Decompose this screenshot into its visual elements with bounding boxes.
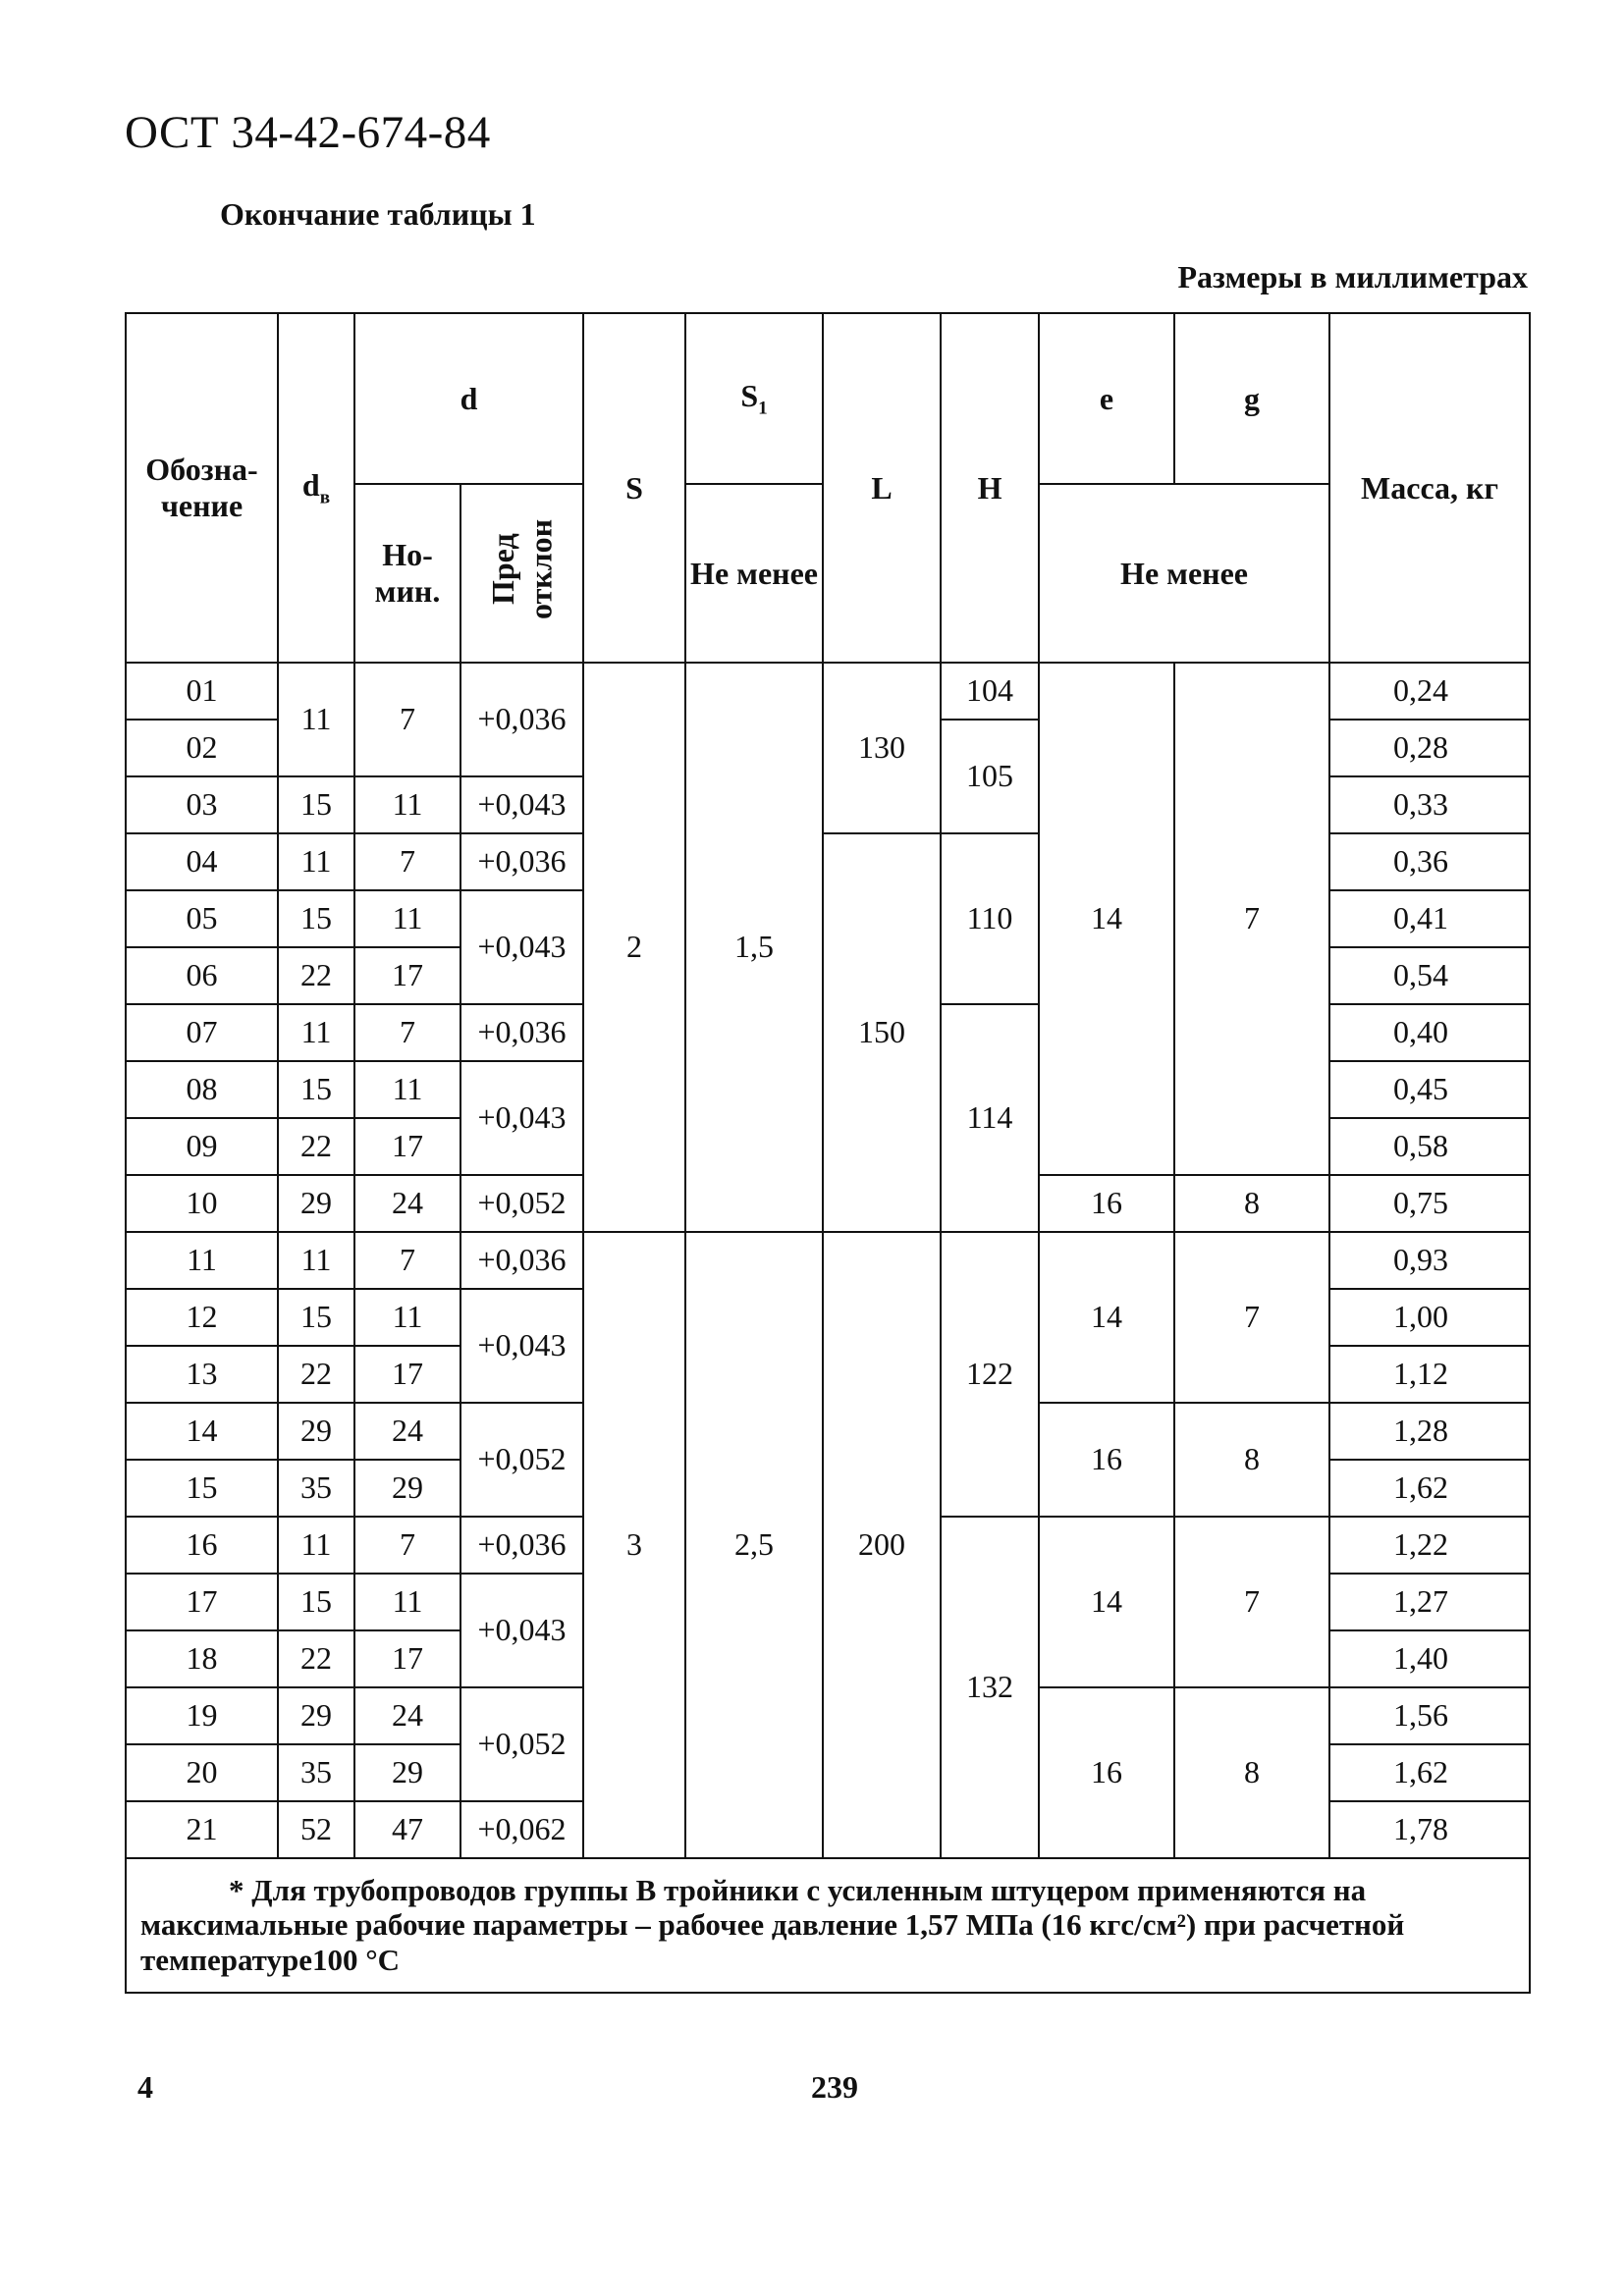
cell-h: 104 — [941, 663, 1039, 720]
cell-deviation: +0,043 — [460, 1289, 583, 1403]
cell-mass: 1,27 — [1329, 1574, 1530, 1630]
cell-dv: 11 — [278, 1004, 354, 1061]
cell-h: 132 — [941, 1517, 1039, 1858]
cell-nominal: 17 — [354, 1630, 460, 1687]
document-code: ОСТ 34-42-674-84 — [125, 107, 491, 158]
cell-dv: 11 — [278, 1517, 354, 1574]
header-designation: Обозна-чение — [126, 313, 278, 663]
cell-l: 130 — [823, 663, 941, 833]
cell-dv: 35 — [278, 1460, 354, 1517]
header-e: e — [1039, 313, 1174, 484]
page-number: 239 — [811, 2069, 858, 2105]
cell-mass: 1,56 — [1329, 1687, 1530, 1744]
cell-h: 114 — [941, 1004, 1039, 1232]
table-row — [126, 1232, 1530, 1289]
cell-nominal: 7 — [354, 833, 460, 890]
cell-code: 15 — [126, 1460, 278, 1517]
cell-nominal: 7 — [354, 1232, 460, 1289]
cell-code: 10 — [126, 1175, 278, 1232]
cell-mass: 0,58 — [1329, 1118, 1530, 1175]
cell-mass: 1,40 — [1329, 1630, 1530, 1687]
cell-dv: 15 — [278, 1289, 354, 1346]
cell-h: 122 — [941, 1232, 1039, 1517]
cell-dv: 15 — [278, 890, 354, 947]
header-s1-min: Не менее — [685, 484, 823, 663]
cell-mass: 0,54 — [1329, 947, 1530, 1004]
cell-dv: 15 — [278, 776, 354, 833]
cell-deviation: +0,043 — [460, 776, 583, 833]
cell-code: 03 — [126, 776, 278, 833]
header-d: d — [354, 313, 583, 484]
header-l: L — [823, 313, 941, 663]
cell-dv: 52 — [278, 1801, 354, 1858]
cell-deviation: +0,036 — [460, 833, 583, 890]
cell-mass: 1,78 — [1329, 1801, 1530, 1858]
cell-code: 08 — [126, 1061, 278, 1118]
cell-deviation: +0,062 — [460, 1801, 583, 1858]
cell-mass: 0,41 — [1329, 890, 1530, 947]
cell-deviation: +0,043 — [460, 1574, 583, 1687]
cell-deviation: +0,036 — [460, 1517, 583, 1574]
cell-nominal: 24 — [354, 1175, 460, 1232]
cell-g: 8 — [1174, 1403, 1329, 1517]
header-dv-label: d — [301, 466, 320, 503]
cell-nominal: 29 — [354, 1744, 460, 1801]
cell-mass: 0,45 — [1329, 1061, 1530, 1118]
cell-mass: 0,40 — [1329, 1004, 1530, 1061]
cell-deviation: +0,036 — [460, 1232, 583, 1289]
cell-dv: 11 — [278, 1232, 354, 1289]
cell-dv: 22 — [278, 947, 354, 1004]
header-h: H — [941, 313, 1039, 663]
cell-code: 05 — [126, 890, 278, 947]
header-s: S — [583, 313, 685, 663]
table-row — [126, 663, 1530, 720]
cell-s: 3 — [583, 1232, 685, 1858]
header-d-deviation — [460, 484, 583, 663]
cell-s1: 1,5 — [685, 663, 823, 1232]
cell-code: 19 — [126, 1687, 278, 1744]
cell-nominal: 7 — [354, 1004, 460, 1061]
cell-code: 16 — [126, 1517, 278, 1574]
cell-e: 14 — [1039, 1232, 1174, 1403]
cell-l: 150 — [823, 833, 941, 1232]
cell-h: 110 — [941, 833, 1039, 1004]
cell-e: 14 — [1039, 1517, 1174, 1687]
cell-nominal: 11 — [354, 776, 460, 833]
cell-code: 09 — [126, 1118, 278, 1175]
header-s1-label: S — [740, 377, 759, 413]
cell-code: 02 — [126, 720, 278, 776]
cell-mass: 0,24 — [1329, 663, 1530, 720]
cell-deviation: +0,043 — [460, 1061, 583, 1175]
cell-e: 16 — [1039, 1175, 1174, 1232]
cell-code: 06 — [126, 947, 278, 1004]
cell-mass: 1,62 — [1329, 1744, 1530, 1801]
header-d-deviation-text: Пред отклон — [485, 518, 559, 620]
cell-g: 7 — [1174, 663, 1329, 1175]
cell-g: 7 — [1174, 1517, 1329, 1687]
cell-code: 01 — [126, 663, 278, 720]
cell-g: 7 — [1174, 1232, 1329, 1403]
cell-code: 18 — [126, 1630, 278, 1687]
cell-code: 20 — [126, 1744, 278, 1801]
header-dv-sub: в — [319, 487, 331, 508]
cell-nominal: 17 — [354, 947, 460, 1004]
cell-code: 04 — [126, 833, 278, 890]
dimensions-table — [125, 312, 1531, 1994]
page-left-number: 4 — [137, 2069, 153, 2105]
cell-dv: 29 — [278, 1175, 354, 1232]
cell-deviation: +0,036 — [460, 1004, 583, 1061]
cell-e: 16 — [1039, 1687, 1174, 1858]
cell-g: 8 — [1174, 1175, 1329, 1232]
cell-dv: 22 — [278, 1118, 354, 1175]
cell-dv: 22 — [278, 1346, 354, 1403]
cell-deviation: +0,036 — [460, 663, 583, 776]
cell-s: 2 — [583, 663, 685, 1232]
cell-dv: 15 — [278, 1574, 354, 1630]
cell-code: 12 — [126, 1289, 278, 1346]
cell-h: 105 — [941, 720, 1039, 833]
cell-mass: 1,28 — [1329, 1403, 1530, 1460]
header-g: g — [1174, 313, 1329, 484]
cell-nominal: 11 — [354, 1289, 460, 1346]
cell-deviation: +0,052 — [460, 1175, 583, 1232]
header-row-1 — [126, 313, 1530, 484]
cell-mass: 1,62 — [1329, 1460, 1530, 1517]
table-caption: Окончание таблицы 1 — [220, 196, 536, 232]
cell-nominal: 7 — [354, 663, 460, 776]
cell-nominal: 7 — [354, 1517, 460, 1574]
cell-mass: 0,75 — [1329, 1175, 1530, 1232]
cell-code: 17 — [126, 1574, 278, 1630]
cell-mass: 0,93 — [1329, 1232, 1530, 1289]
cell-code: 14 — [126, 1403, 278, 1460]
cell-e: 14 — [1039, 663, 1174, 1175]
cell-mass: 0,33 — [1329, 776, 1530, 833]
cell-nominal: 47 — [354, 1801, 460, 1858]
cell-nominal: 17 — [354, 1118, 460, 1175]
cell-nominal: 29 — [354, 1460, 460, 1517]
cell-nominal: 24 — [354, 1687, 460, 1744]
cell-nominal: 17 — [354, 1346, 460, 1403]
cell-code: 21 — [126, 1801, 278, 1858]
cell-deviation: +0,052 — [460, 1403, 583, 1517]
cell-l: 200 — [823, 1232, 941, 1858]
cell-code: 13 — [126, 1346, 278, 1403]
cell-deviation: +0,052 — [460, 1687, 583, 1801]
cell-mass: 0,36 — [1329, 833, 1530, 890]
cell-dv: 15 — [278, 1061, 354, 1118]
cell-deviation: +0,043 — [460, 890, 583, 1004]
cell-mass: 1,00 — [1329, 1289, 1530, 1346]
cell-mass: 1,22 — [1329, 1517, 1530, 1574]
cell-code: 07 — [126, 1004, 278, 1061]
cell-nominal: 11 — [354, 1574, 460, 1630]
header-s1 — [685, 313, 823, 484]
header-eg-min: Не менее — [1039, 484, 1329, 663]
cell-s1: 2,5 — [685, 1232, 823, 1858]
cell-dv: 22 — [278, 1630, 354, 1687]
cell-code: 11 — [126, 1232, 278, 1289]
header-mass: Масса, кг — [1329, 313, 1530, 663]
cell-mass: 1,12 — [1329, 1346, 1530, 1403]
cell-dv: 29 — [278, 1687, 354, 1744]
cell-mass: 0,28 — [1329, 720, 1530, 776]
cell-dv: 11 — [278, 663, 354, 776]
footnote-text: * Для трубопроводов группы В тройники с усиленным штуцером применяются на максимальные рабочие параметры – рабочее давление 1,57 МПа (16 кгс/см²) при расчетной температуре100 °С — [140, 1872, 1405, 1978]
cell-dv: 29 — [278, 1403, 354, 1460]
cell-dv: 35 — [278, 1744, 354, 1801]
header-dv — [278, 313, 354, 663]
cell-nominal: 11 — [354, 890, 460, 947]
cell-dv: 11 — [278, 833, 354, 890]
cell-nominal: 24 — [354, 1403, 460, 1460]
cell-nominal: 11 — [354, 1061, 460, 1118]
units-note: Размеры в миллиметрах — [1177, 259, 1528, 294]
footnote-cell — [126, 1858, 1530, 1993]
cell-e: 16 — [1039, 1403, 1174, 1517]
footnote-row — [126, 1858, 1530, 1993]
header-d-nominal: Но-мин. — [354, 484, 460, 663]
header-s1-sub: 1 — [758, 398, 768, 419]
cell-g: 8 — [1174, 1687, 1329, 1858]
